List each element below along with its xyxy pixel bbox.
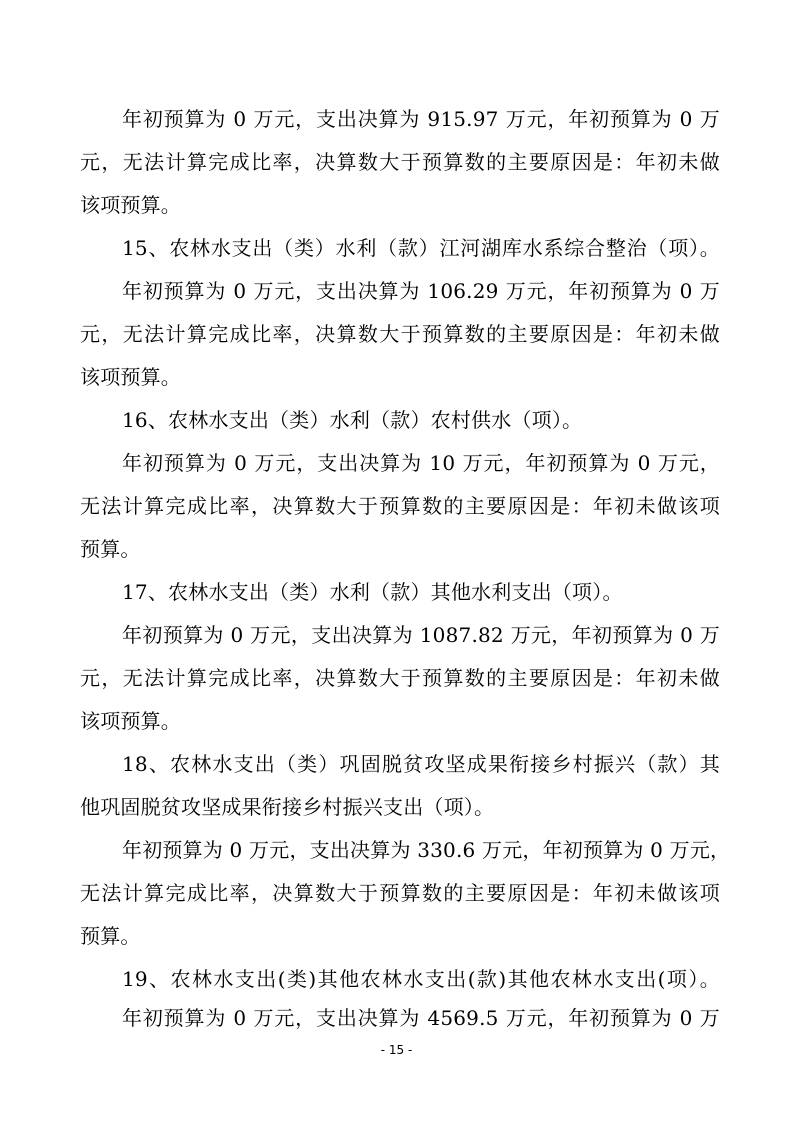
paragraph-line: 预算。 [80, 537, 141, 561]
section-heading-continued: 他巩固脱贫攻坚成果衔接乡村振兴支出（项）。 [80, 795, 495, 819]
paragraph-line: 年初预算为 0 万元，支出决算为 1087.82 万元，年初预算为 0 万 [122, 623, 720, 647]
paragraph-line: 无法计算完成比率，决算数大于预算数的主要原因是：年初未做该项 [80, 494, 720, 518]
section-heading: 19、农林水支出(类)其他农林水支出(款)其他农林水支出(项）。 [122, 967, 720, 991]
paragraph-line: 年初预算为 0 万元，支出决算为 106.29 万元，年初预算为 0 万 [122, 279, 720, 303]
paragraph-line: 年初预算为 0 万元，支出决算为 915.97 万元，年初预算为 0 万 [122, 107, 720, 131]
paragraph-line: 年初预算为 0 万元，支出决算为 4569.5 万元，年初预算为 0 万 [122, 1006, 720, 1030]
paragraph-line: 元，无法计算完成比率，决算数大于预算数的主要原因是：年初未做 [80, 666, 720, 690]
paragraph-line: 预算。 [80, 924, 141, 948]
section-heading: 17、农林水支出（类）水利（款）其他水利支出（项）。 [122, 580, 623, 604]
paragraph-line: 该项预算。 [80, 709, 181, 733]
paragraph-line: 该项预算。 [80, 365, 181, 389]
paragraph-line: 无法计算完成比率，决算数大于预算数的主要原因是：年初未做该项 [80, 881, 720, 905]
page-number: - 15 - [380, 1043, 413, 1057]
paragraph-line: 年初预算为 0 万元，支出决算为 10 万元，年初预算为 0 万元， [122, 451, 720, 475]
section-heading: 15、农林水支出（类）水利（款）江河湖库水系综合整治（项）。 [122, 236, 720, 260]
paragraph-line: 该项预算。 [80, 193, 181, 217]
paragraph-line: 年初预算为 0 万元，支出决算为 330.6 万元，年初预算为 0 万元， [122, 838, 731, 862]
section-heading: 16、农林水支出（类）水利（款）农村供水（项）。 [122, 408, 583, 432]
paragraph-line: 元，无法计算完成比率，决算数大于预算数的主要原因是：年初未做 [80, 150, 720, 174]
section-heading: 18、农林水支出（类）巩固脱贫攻坚成果衔接乡村振兴（款）其 [122, 752, 720, 776]
paragraph-line: 元，无法计算完成比率，决算数大于预算数的主要原因是：年初未做 [80, 322, 720, 346]
